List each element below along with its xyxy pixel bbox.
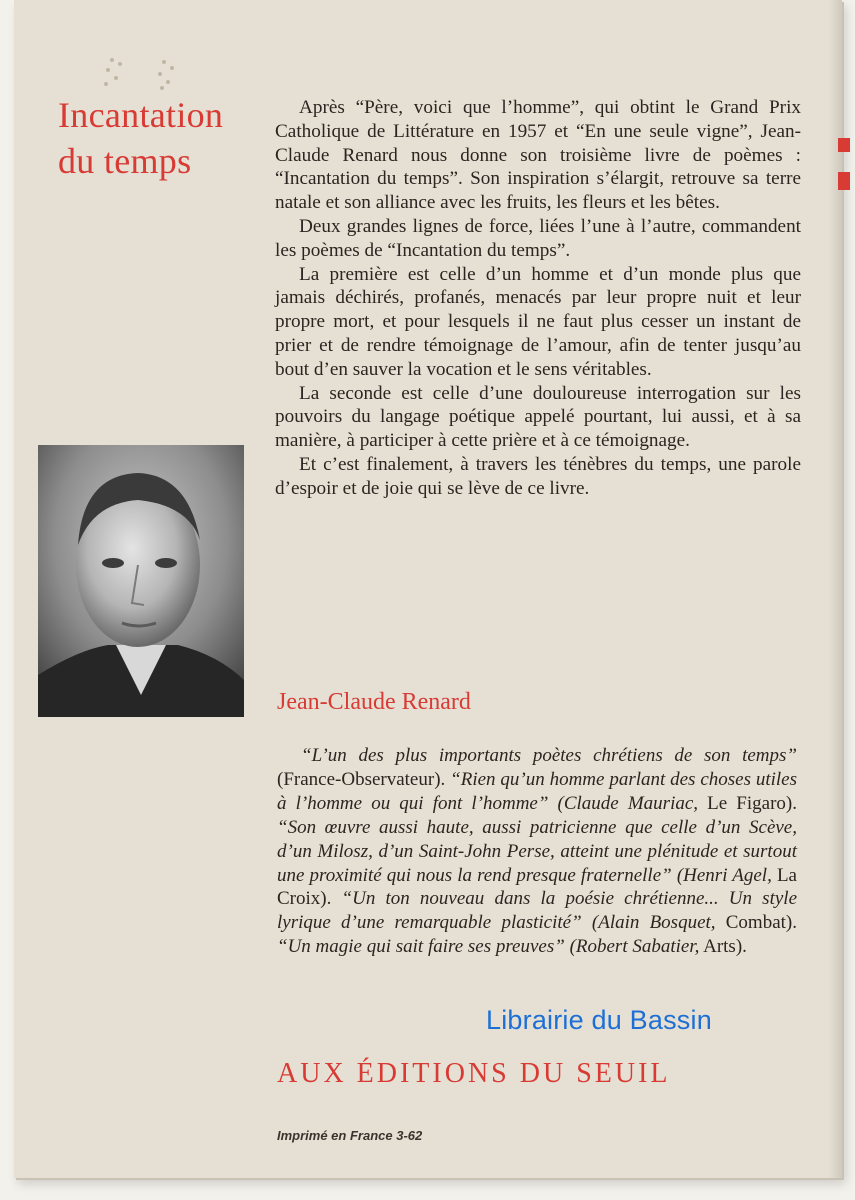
blurb-text <box>275 96 801 501</box>
source-5-author: (Robert Sabatier, <box>564 936 700 958</box>
blurb-paragraph: Deux grandes lignes de force, liées l’une à l’autre, commandent les poèmes de “Incantation du temps”. <box>275 215 801 261</box>
book-back-cover <box>14 0 842 1178</box>
title-line-2: du temps <box>58 141 192 181</box>
print-notice: Imprimé en France 3-62 <box>277 1128 423 1143</box>
blurb-paragraph: Et c’est finalement, à travers les ténèbres du temps, une parole d’espoir et de joie qui se lève de ce livre. <box>275 453 801 499</box>
portrait-illustration <box>38 445 244 717</box>
quote-1: “L’un des plus importants poètes chrétiens de son temps” <box>301 745 797 766</box>
source-2-author: (Claude Mauriac, <box>548 792 699 814</box>
title-line-1: Incantation <box>58 95 224 135</box>
source-3-author: (Henri Agel, <box>671 864 772 886</box>
source-5-paper: Arts). <box>699 936 747 958</box>
blurb-paragraph: La première est celle d’un homme et d’un monde plus que jamais déchirés, profanés, menacés par leur propre nuit et leur propre mort, et pour lesquels il ne faut plus cesser un instant de prier et de rendre témoignage de l’amour, afin de tenter jusqu’au bout d’en sauver la vocation et le sens véritables. <box>275 263 801 380</box>
author-portrait <box>38 445 244 717</box>
source-1: (France-Observateur). <box>277 768 451 790</box>
source-4-author: (Alain Bosquet, <box>581 912 716 934</box>
book-title <box>58 92 278 184</box>
quotes-paragraph <box>277 744 797 959</box>
blurb-paragraph: Après “Père, voici que l’homme”, qui obtint le Grand Prix Catholique de Littérature en 1957 et “En une seule vigne”, Jean-Claude Renard nous donne son troisième livre de poèmes : “Incantation du temps”. Son inspiration s’élargit, retrouve sa terre natale et son alliance avec les fruits, les fleurs et les bêtes. <box>275 97 801 214</box>
publisher-imprint: AUX ÉDITIONS DU SEUIL <box>277 1058 671 1089</box>
blurb-paragraph: La seconde est celle d’une douloureuse interrogation sur les pouvoirs du langage poétique appelé pourtant, lui aussi, et à sa manière, à participer à cette prière et à ce témoignage. <box>275 382 801 452</box>
bookseller-watermark: Librairie du Bassin <box>486 1005 712 1035</box>
quote-4: “Un ton nouveau dans la poésie chrétienne... Un style lyrique d’une remarquable plasticité” <box>277 888 797 934</box>
source-2-paper: Le Figaro). <box>698 792 797 814</box>
spine-red-mark <box>838 172 850 190</box>
quote-5: “Un magie qui sait faire ses preuves” <box>277 936 565 958</box>
source-4-paper: Combat). <box>715 912 797 934</box>
press-quotes <box>277 744 797 959</box>
spine-red-mark <box>838 138 850 152</box>
quote-2: “Rien qu’un homme parlant des choses utiles à l’homme ou qui font l’homme” <box>277 768 797 814</box>
quote-3: “Son œuvre aussi haute, aussi patricienne que celle d’un Scève, d’un Milosz, d’un Saint-John Perse, atteint une plénitude et surtout une proximité qui nous la rend presque fraternelle” <box>277 816 797 886</box>
embossed-dots <box>100 56 190 96</box>
author-name: Jean-Claude Renard <box>277 689 471 715</box>
source-3-paper: La Croix). <box>277 864 797 910</box>
